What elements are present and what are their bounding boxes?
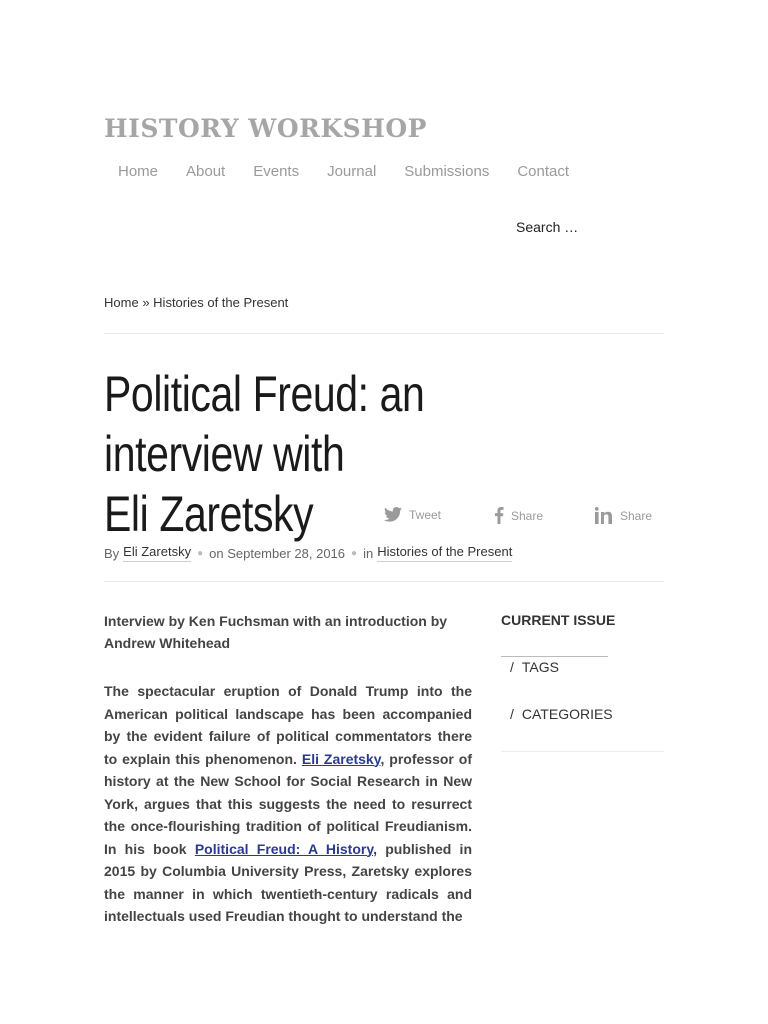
linkedin-icon bbox=[595, 507, 613, 524]
article-body bbox=[104, 610, 472, 928]
nav-about[interactable]: About bbox=[186, 163, 226, 180]
sidebar-item-categories[interactable] bbox=[501, 704, 664, 724]
author-link[interactable]: Eli Zaretsky bbox=[123, 544, 191, 562]
article-title-line2: Eli Zaretsky bbox=[104, 486, 314, 542]
article-title-line1: Political Freud: an interview with bbox=[104, 366, 425, 482]
article-paragraph bbox=[104, 680, 472, 928]
main-nav bbox=[104, 162, 583, 182]
twitter-icon bbox=[384, 507, 402, 522]
current-issue-heading[interactable]: CURRENT ISSUE bbox=[501, 612, 616, 628]
body-text-3: , published in 2015 by Columbia University Press, Zaretsky explores the manner in which twentieth-century radicals and intellectuals used Freudian thought to understand the bbox=[104, 840, 473, 924]
tags-label: TAGS bbox=[521, 659, 559, 675]
sidebar bbox=[501, 610, 664, 752]
breadcrumb-separator: » bbox=[142, 295, 150, 310]
breadcrumb bbox=[104, 295, 288, 310]
linkedin-share-label: Share bbox=[620, 508, 653, 523]
facebook-share-button[interactable] bbox=[494, 507, 543, 524]
article-lead: Interview by Ken Fuchsman with an introduction by Andrew Whitehead bbox=[104, 613, 448, 651]
site-title[interactable]: HISTORY WORKSHOP bbox=[104, 114, 427, 143]
body-text-2: , professor of history at the New School for Social Research in New York, argues that this suggests the need to resurrect the once-flourishing tradition of political Freudianism. In his book bbox=[104, 750, 473, 857]
linkedin-share-button[interactable] bbox=[595, 507, 652, 524]
slash-separator: / bbox=[510, 706, 514, 722]
eli-zaretsky-link[interactable]: Eli Zaretsky bbox=[301, 750, 381, 767]
meta-date: on September 28, 2016 bbox=[209, 545, 346, 561]
nav-events[interactable]: Events bbox=[253, 163, 300, 180]
body-text-1: The spectacular eruption of Donald Trump into the American political landscape has been accompanied by the evident failure of political commentators there to explain this phenomenon. bbox=[104, 683, 472, 767]
facebook-share-label: Share bbox=[511, 508, 544, 523]
meta-in: in bbox=[363, 545, 374, 561]
search-input[interactable] bbox=[516, 219, 666, 235]
meta-by: By bbox=[104, 545, 120, 561]
meta-dot-icon: ● bbox=[197, 547, 204, 559]
category-link[interactable]: Histories of the Present bbox=[377, 544, 512, 562]
tweet-button[interactable] bbox=[384, 507, 441, 522]
sidebar-divider bbox=[501, 751, 664, 752]
nav-journal[interactable]: Journal bbox=[327, 163, 377, 180]
nav-contact[interactable]: Contact bbox=[517, 163, 570, 180]
meta-dot-icon: ● bbox=[351, 547, 358, 559]
divider bbox=[104, 333, 664, 334]
breadcrumb-current: Histories of the Present bbox=[153, 295, 289, 310]
slash-separator: / bbox=[510, 659, 514, 675]
divider bbox=[104, 581, 664, 582]
nav-home[interactable]: Home bbox=[118, 163, 159, 180]
sidebar-item-tags[interactable] bbox=[501, 657, 664, 677]
nav-submissions[interactable]: Submissions bbox=[404, 163, 490, 180]
breadcrumb-home[interactable]: Home bbox=[104, 295, 139, 310]
categories-label: CATEGORIES bbox=[521, 706, 613, 722]
tweet-label: Tweet bbox=[409, 507, 442, 522]
article-meta bbox=[104, 544, 512, 562]
political-freud-link[interactable]: Political Freud: A History bbox=[194, 840, 374, 857]
facebook-icon bbox=[494, 507, 504, 524]
